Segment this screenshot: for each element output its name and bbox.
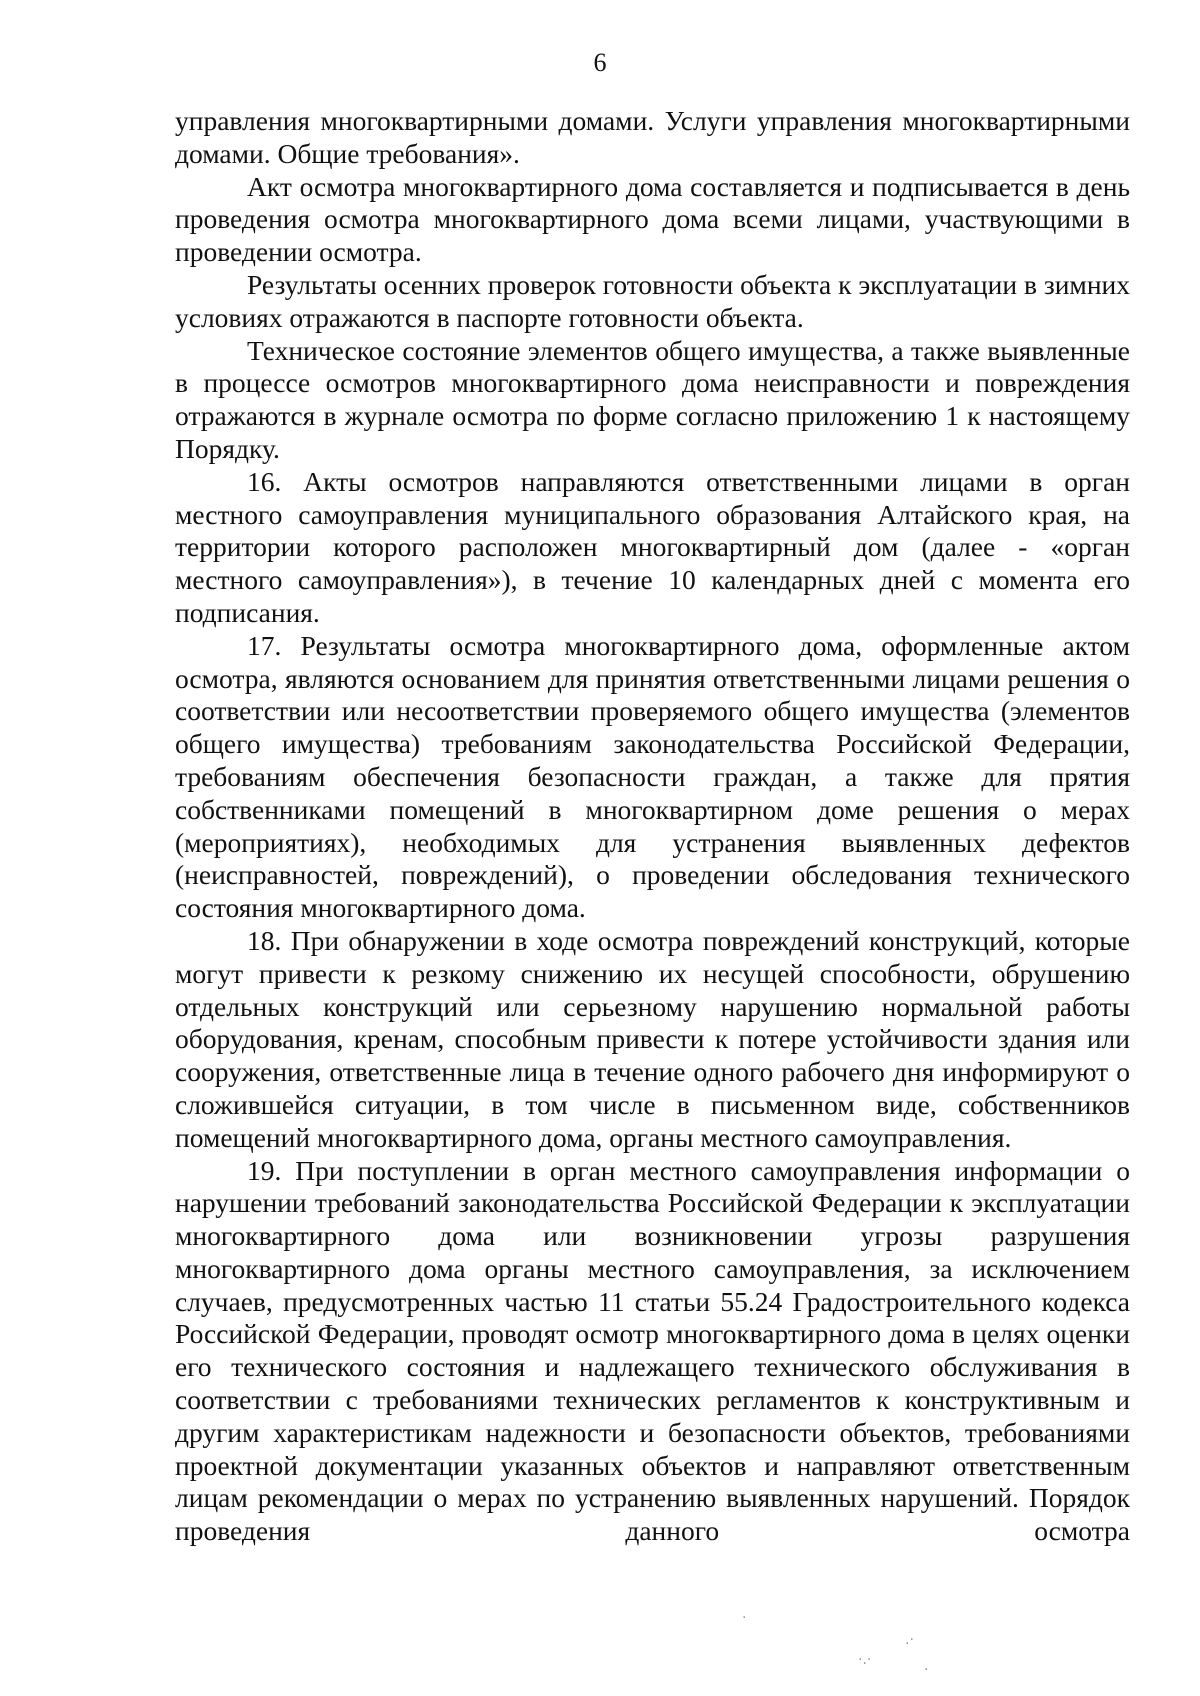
paragraph-16: 16. Акты осмотров направляются ответственными лицами в орган местного самоуправления муниципального образования Алтайского края, на территории которого расположен многоквартирный дом (далее - «орган местного самоуправления»), в течение 10 календарных дней с момента его подписания.: [175, 465, 1130, 628]
scan-speckle: ·: [742, 1610, 747, 1626]
paragraph-autumn-checks: Результаты осенних проверок готовности объекта к эксплуатации в зимних условиях отражаются в паспорте готовности объекта.: [175, 268, 1130, 333]
paragraph-continuation: управления многоквартирными домами. Услуги управления многоквартирными домами. Общие требования».: [175, 105, 1130, 169]
paragraph-technical-condition: Техническое состояние элементов общего имущества, а также выявленные в процессе осмотров многоквартирного дома неисправности и повреждения отражаются в журнале осмотра по форме согласно приложению 1 к настоящему Порядку.: [175, 334, 1130, 464]
paragraph-19: 19. При поступлении в орган местного самоуправления информации о нарушении требований законодательства Российской Федерации к эксплуатации многоквартирного дома или возникновении угрозы разрушения многоквартирного дома органы местного самоуправления, за исключением случаев, предусмотренных частью 11 статьи 55.24 Градостроительного кодекса Российской Федерации, проводят осмотр многоквартирного дома в целях оценки его технического состояния и надлежащего технического обслуживания в соответствии с требованиями технических регламентов к конструктивным и другим характеристикам надежности и безопасности объектов, требованиями проектной документации указанных объектов и направляют ответственным лицам рекомендации о мерах по устранению выявленных нарушений. Порядок проведения данного осмотра: [175, 1154, 1130, 1547]
scan-speckle: ·: [924, 1662, 929, 1678]
scan-speckle: ·.·: [858, 1652, 872, 1668]
paragraph-18: 18. При обнаружении в ходе осмотра повреждений конструкций, которые могут привести к резкому снижению их несущей способности, обрушению отдельных конструкций или серьезному нарушению нормальной работы оборудования, кренам, способным привести к потере устойчивости здания или сооружения, ответственные лица в течение одного рабочего дня информируют о сложившейся ситуации, в том числе в письменном виде, собственников помещений многоквартирного дома, органы местного самоуправления.: [175, 924, 1130, 1153]
page-number: 6: [593, 48, 607, 77]
paragraph-inspection-act: Акт осмотра многоквартирного дома составляется и подписывается в день проведения осмотра многоквартирного дома всеми лицами, участвующими в проведении осмотра.: [175, 170, 1130, 268]
paragraph-17: 17. Результаты осмотра многоквартирного дома, оформленные актом осмотра, являются основанием для принятия ответственными лицами решения о соответствии или несоответствии проверяемого общего имущества (элементов общего имущества) требованиям законодательства Российской Федерации, требованиям обеспечения безопасности граждан, а также для прятия собственниками помещений в многоквартирном доме решения о мерах (мероприятиях), необходимых для устранения выявленных дефектов (неисправностей, повреждений), о проведении обследования технического состояния многоквартирного дома.: [175, 629, 1130, 924]
scan-speckle: .·: [905, 1632, 914, 1648]
document-body: [175, 105, 1130, 1548]
